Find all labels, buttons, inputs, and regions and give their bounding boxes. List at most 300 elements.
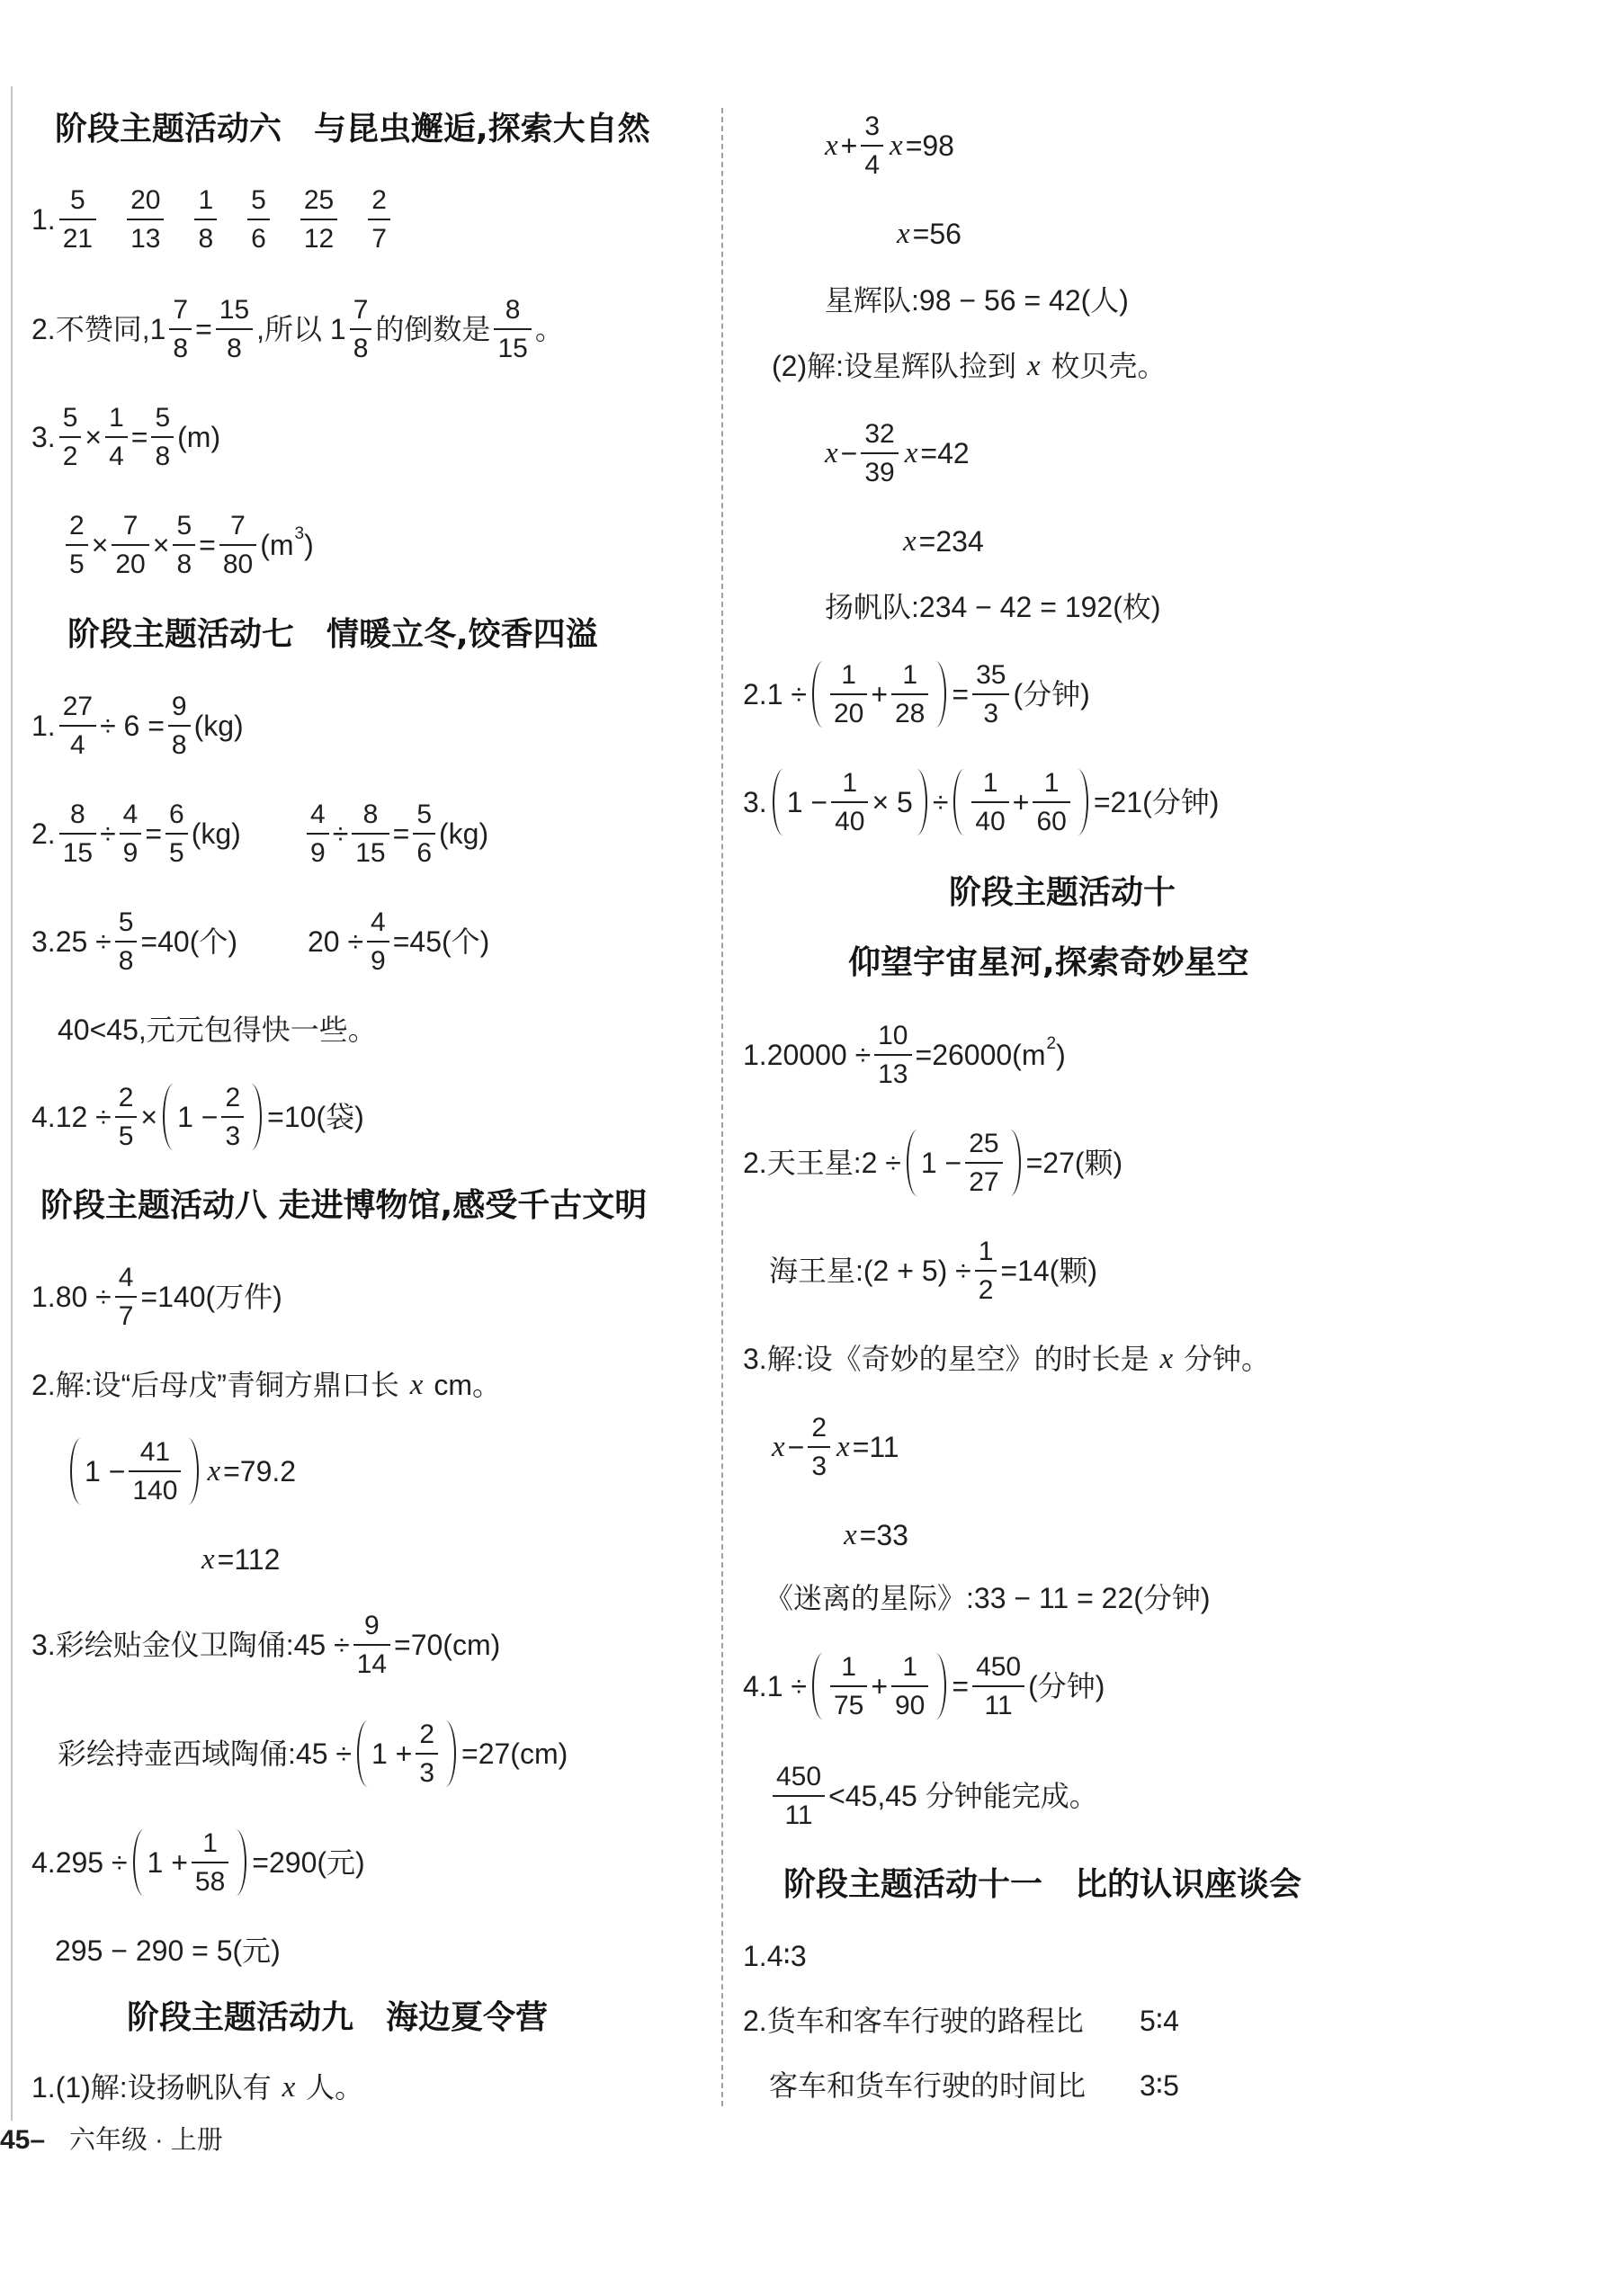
expression-text: =56 (912, 218, 961, 250)
expression-text: =11 (852, 1431, 899, 1463)
expression-text: = (145, 817, 162, 850)
expression-text: = (130, 421, 148, 453)
fraction (352, 799, 389, 870)
answer-line (769, 2050, 1086, 2122)
fraction (192, 1827, 228, 1898)
fraction-denominator: 12 (303, 223, 335, 254)
fraction-denominator: 8 (227, 333, 242, 363)
answer-line (31, 401, 220, 473)
section-heading: 阶段主题活动八 走进博物馆,感受千古文明 (40, 1187, 648, 1224)
fraction-denominator: 11 (984, 1690, 1013, 1720)
expression-text: 1. (31, 710, 56, 742)
fraction-denominator: 40 (835, 806, 865, 836)
fraction (367, 907, 389, 978)
fraction-denominator: 75 (833, 1690, 864, 1720)
expression-text: 1 + (147, 1846, 188, 1879)
expression-text: ,所以 1 (256, 313, 346, 345)
variable-x: x (844, 1519, 857, 1551)
expression-text: =45(个) (392, 925, 490, 958)
expression-text: =98 (905, 130, 954, 162)
expression-text: (分钟) (1013, 678, 1090, 710)
expression-text: (分钟) (1028, 1670, 1105, 1702)
fraction-numerator: 8 (352, 799, 389, 835)
expression-text: ÷ (332, 817, 349, 850)
answer-line (31, 1081, 364, 1153)
section-heading: 阶段主题活动七 情暖立冬,饺香四溢 (67, 616, 598, 653)
fraction-denominator: 8 (171, 729, 187, 760)
answer-line (825, 264, 1129, 336)
expression-text: = (952, 1670, 970, 1702)
expression-text: = (199, 529, 216, 561)
answer-line (822, 110, 954, 182)
variable-x: x (1026, 350, 1041, 382)
fraction-numerator: 8 (59, 799, 96, 835)
fraction-numerator: 4 (120, 799, 142, 835)
fraction (972, 659, 1009, 730)
answer-line (303, 798, 488, 870)
fraction (59, 691, 96, 762)
fraction-denominator: 21 (62, 223, 94, 254)
fraction-numerator: 9 (168, 691, 191, 727)
fraction (105, 402, 128, 473)
expression-text: 1 − (177, 1101, 219, 1133)
expression-text: 2.1 ÷ (743, 678, 807, 710)
answer-line (765, 1562, 1211, 1634)
paren-group (157, 1082, 267, 1153)
fraction-numerator: 1 (971, 767, 1008, 803)
answer-line (1140, 2050, 1179, 2122)
fraction (219, 510, 256, 581)
expression-text: =14(颗) (1000, 1255, 1098, 1287)
expression-text: (kg) (191, 817, 241, 850)
fraction-numerator: 41 (129, 1436, 181, 1472)
expression-text: 4.295 ÷ (31, 1846, 128, 1879)
fraction-numerator: 5 (115, 907, 138, 943)
variable-x: x (282, 2071, 296, 2104)
fraction (194, 184, 217, 255)
answer-line (769, 1760, 1098, 1832)
answer-line (769, 1235, 1097, 1307)
expression-text: 彩绘持壶西域陶俑:45 ÷ (58, 1738, 352, 1770)
fraction-numerator: 450 (773, 1761, 825, 1797)
fraction-numerator: 5 (59, 184, 96, 220)
fraction-numerator: 5 (59, 402, 82, 438)
variable-x: x (201, 1543, 215, 1576)
left-paren (70, 1438, 81, 1505)
expression-text: 2.不赞同,1 (31, 313, 166, 345)
right-paren (935, 661, 946, 728)
fraction-denominator: 40 (975, 806, 1006, 836)
expression-text: 。 (534, 313, 564, 345)
fraction-denominator: 9 (122, 837, 139, 868)
answer-line (1140, 1985, 1179, 2057)
paren-group (767, 767, 933, 838)
left-paren (133, 1829, 144, 1896)
fraction-numerator: 2 (368, 184, 390, 220)
fraction-denominator: 15 (355, 837, 386, 868)
answer-line (743, 1985, 1084, 2057)
answer-line (743, 1323, 1270, 1395)
expression-text: (m) (177, 421, 221, 453)
fraction-denominator: 4 (864, 149, 881, 180)
fraction-denominator: 90 (895, 1690, 926, 1720)
answer-line (31, 1261, 282, 1333)
answer-line (894, 198, 961, 270)
fraction-numerator: 7 (112, 510, 148, 546)
expression-text: ÷ (932, 786, 949, 818)
fraction-numerator: 1 (105, 402, 128, 438)
expression-text: 3.25 ÷ (31, 925, 112, 958)
fraction (115, 1082, 138, 1153)
fraction (165, 799, 188, 870)
expression-text: 扬帆队:234 − 42 = 192(枚) (825, 591, 1161, 623)
expression-text: 海王星:(2 + 5) ÷ (769, 1255, 971, 1287)
expression-text: − (787, 1431, 805, 1463)
fraction-numerator: 9 (353, 1610, 390, 1646)
section-heading: 阶段主题活动九 海边夏令营 (127, 1999, 549, 2036)
fraction (112, 510, 148, 581)
fraction-denominator: 3 (419, 1757, 435, 1788)
fraction-denominator: 13 (130, 223, 161, 254)
paren-group (65, 1436, 204, 1507)
fraction (59, 184, 96, 255)
expression-text: =33 (859, 1519, 908, 1551)
fraction-denominator: 11 (784, 1800, 813, 1830)
fraction (307, 799, 329, 870)
expression-text: × (91, 529, 109, 561)
expression-text: 3∶5 (1140, 2069, 1179, 2102)
fraction-numerator: 450 (972, 1651, 1024, 1687)
fraction-numerator: 1 (891, 659, 928, 695)
right-paren (1010, 1130, 1021, 1196)
fraction-denominator: 9 (371, 945, 386, 976)
variable-x: x (904, 437, 918, 469)
fraction-numerator: 2 (115, 1082, 138, 1118)
left-paren (773, 769, 783, 835)
fraction-denominator: 3 (811, 1451, 827, 1481)
expression-text: =27(cm) (461, 1738, 568, 1770)
fraction-denominator: 27 (969, 1166, 999, 1197)
expression-text: =26000(m (915, 1039, 1046, 1071)
fraction (830, 659, 867, 730)
answer-line (822, 417, 970, 489)
superscript: 3 (294, 524, 305, 543)
expression-text: ) (1056, 1039, 1066, 1071)
paren-group (807, 659, 952, 730)
fraction-numerator: 5 (173, 510, 195, 546)
fraction-denominator: 6 (251, 223, 266, 254)
superscript: 2 (1046, 1034, 1057, 1053)
answer-line (308, 906, 489, 978)
expression-text: 4.12 ÷ (31, 1101, 112, 1133)
fraction-numerator: 1 (194, 184, 217, 220)
expression-text: 的倒数是 (375, 313, 491, 345)
fraction (120, 799, 142, 870)
fraction (773, 1761, 825, 1832)
answer-line (62, 509, 314, 581)
expression-text: 1. (31, 203, 56, 236)
expression-text: ÷ 6 = (100, 710, 165, 742)
fraction-numerator: 27 (59, 691, 96, 727)
fraction (350, 294, 372, 365)
fraction (168, 691, 191, 762)
answer-line (743, 1019, 1066, 1091)
answer-line (58, 1718, 568, 1790)
expression-text: 4.1 ÷ (743, 1670, 807, 1702)
answer-line (31, 906, 237, 978)
fraction-denominator: 5 (169, 837, 184, 868)
expression-text: 分钟。 (1176, 1343, 1271, 1375)
expression-text: 人。 (298, 2071, 364, 2104)
paren-group (948, 767, 1093, 838)
left-paren (953, 769, 964, 835)
expression-text: cm。 (425, 1369, 502, 1401)
expression-text: 1.80 ÷ (31, 1281, 112, 1313)
fraction-denominator: 6 (416, 837, 432, 868)
answer-line (743, 658, 1090, 730)
fraction (353, 1610, 390, 1681)
expression-text: 3.解:设《奇妙的星空》的时长是 (743, 1343, 1158, 1375)
fraction-numerator: 8 (494, 294, 531, 330)
fraction-numerator: 32 (861, 418, 898, 454)
fraction-numerator: 3 (861, 111, 883, 147)
fraction (972, 1651, 1024, 1722)
fraction (831, 767, 868, 838)
paren-group (128, 1827, 253, 1898)
variable-x: x (772, 1431, 785, 1463)
variable-x: x (836, 1431, 850, 1463)
expression-text: 1 − (85, 1455, 126, 1487)
answer-line (743, 766, 1219, 838)
fraction (416, 1719, 438, 1790)
right-paren (188, 1438, 199, 1505)
expression-text: 1 − (920, 1147, 962, 1179)
answer-line (769, 1411, 899, 1483)
expression-text: 2. (31, 817, 56, 850)
right-paren (251, 1084, 262, 1150)
fraction-denominator: 8 (353, 333, 369, 363)
expression-text: 3. (31, 421, 56, 453)
expression-text: (kg) (193, 710, 244, 742)
answer-line (743, 1127, 1122, 1199)
expression-text: = (195, 313, 212, 345)
answer-line (31, 690, 244, 762)
fraction (975, 1236, 997, 1307)
fraction-denominator: 8 (155, 441, 171, 471)
fraction (66, 510, 88, 581)
fraction-numerator: 5 (151, 402, 174, 438)
fraction (891, 1651, 928, 1722)
variable-x: x (825, 437, 838, 469)
fraction-numerator: 4 (115, 1262, 138, 1298)
paren-group (901, 1128, 1026, 1199)
variable-x: x (1159, 1343, 1174, 1375)
expression-text: 客车和货车行驶的时间比 (769, 2069, 1087, 2102)
page-number: 45– (0, 2125, 46, 2155)
fraction-denominator: 7 (118, 1300, 134, 1331)
answer-line (743, 1920, 807, 1992)
variable-x: x (890, 130, 903, 162)
fraction-denominator: 3 (983, 698, 999, 728)
fraction (830, 1651, 867, 1722)
expression-text: 2.天王星:2 ÷ (743, 1147, 901, 1179)
fraction-numerator: 7 (219, 510, 256, 546)
left-paren (163, 1084, 174, 1150)
expression-text: =79.2 (223, 1455, 297, 1487)
expression-text: =70(cm) (394, 1629, 501, 1661)
expression-text: + (871, 1670, 888, 1702)
answer-line (31, 798, 241, 870)
fraction (129, 1436, 181, 1507)
fraction-numerator: 10 (874, 1020, 911, 1056)
answer-line (825, 571, 1161, 643)
fraction-numerator: 6 (165, 799, 188, 835)
expression-text: + (1012, 786, 1030, 818)
fraction (173, 510, 195, 581)
expression-text: = (392, 817, 410, 850)
fraction-denominator: 8 (173, 333, 189, 363)
fraction-denominator: 4 (109, 441, 124, 471)
answer-line (900, 505, 984, 577)
variable-x: x (903, 525, 917, 558)
expression-text: 295 − 290 = 5(元) (55, 1934, 281, 1967)
answer-line (55, 1915, 281, 1987)
expression-text: ÷ (100, 817, 116, 850)
book-label: 六年级 · 上册 (69, 2126, 223, 2155)
left-paren (907, 1130, 917, 1196)
variable-x: x (409, 1369, 424, 1401)
fraction (127, 184, 164, 255)
fraction-numerator: 5 (247, 184, 270, 220)
expression-text: =10(袋) (267, 1101, 364, 1133)
answer-line (65, 1435, 296, 1507)
fraction-denominator: 60 (1036, 806, 1067, 836)
fraction-numerator: 20 (127, 184, 164, 220)
fraction (151, 402, 174, 473)
expression-text: × (85, 421, 103, 453)
fraction-numerator: 4 (367, 907, 389, 943)
fraction-denominator: 7 (371, 223, 387, 254)
right-paren (935, 1653, 946, 1720)
expression-text: =290(元) (252, 1846, 365, 1879)
section-heading: 阶段主题活动十一 比的认识座谈会 (783, 1866, 1302, 1903)
fraction-numerator: 2 (66, 510, 88, 546)
fraction-denominator: 8 (118, 945, 134, 976)
expression-text: 枚贝壳。 (1042, 350, 1167, 382)
expression-text: 5∶4 (1140, 2005, 1179, 2037)
answer-line (743, 1650, 1105, 1722)
fraction-denominator: 28 (895, 698, 926, 728)
expression-text: 《迷离的星际》:33 − 11 = 22(分钟) (765, 1582, 1211, 1614)
expression-text: × (140, 1101, 158, 1133)
fraction-numerator: 25 (300, 184, 337, 220)
fraction (169, 294, 192, 365)
expression-text: × 5 (872, 786, 913, 818)
expression-text: =27(颗) (1025, 1147, 1123, 1179)
fraction-denominator: 5 (118, 1121, 134, 1151)
fraction-numerator: 1 (1033, 767, 1069, 803)
expression-text: 20 ÷ (308, 925, 364, 958)
fraction-denominator: 9 (310, 837, 326, 868)
expression-text: =40(个) (140, 925, 238, 958)
fraction (413, 799, 435, 870)
fraction-numerator: 5 (413, 799, 435, 835)
answer-line (199, 1523, 280, 1595)
expression-text: + (840, 130, 858, 162)
fraction-denominator: 4 (70, 729, 85, 760)
fraction-numerator: 7 (350, 294, 372, 330)
left-paren (812, 661, 823, 728)
fraction-denominator: 15 (497, 333, 528, 363)
fraction-denominator: 2 (62, 441, 78, 471)
expression-text: 3.彩绘贴金仪卫陶俑:45 ÷ (31, 1629, 350, 1661)
expression-text: 3. (743, 786, 767, 818)
expression-text: 1 + (371, 1738, 413, 1770)
expression-text: =42 (920, 437, 970, 469)
fraction-numerator: 1 (831, 767, 868, 803)
expression-text: 1.4∶3 (743, 1940, 807, 1972)
answer-line (31, 1609, 500, 1681)
page-edge-line (11, 86, 13, 2121)
fraction-denominator: 3 (225, 1121, 241, 1151)
fraction-denominator: 15 (62, 837, 94, 868)
column-divider (721, 108, 723, 2106)
expression-text: 2.解:设“后母戊”青铜方鼎口长 (31, 1369, 407, 1401)
expression-text: × (152, 529, 170, 561)
right-paren (445, 1720, 456, 1787)
fraction-denominator: 58 (194, 1866, 226, 1897)
fraction (59, 799, 96, 870)
fraction-numerator: 35 (972, 659, 1009, 695)
paren-group (352, 1719, 461, 1790)
answer-line (841, 1499, 908, 1571)
expression-text: − (840, 437, 858, 469)
answer-line (31, 293, 564, 365)
fraction-numerator: 2 (221, 1082, 244, 1118)
fraction-denominator: 20 (115, 549, 146, 579)
fraction-numerator: 7 (169, 294, 192, 330)
fraction-numerator: 1 (830, 659, 867, 695)
fraction-denominator: 8 (198, 223, 214, 254)
fraction (368, 184, 390, 255)
fraction-denominator: 2 (978, 1274, 994, 1305)
fraction-numerator: 1 (975, 1236, 997, 1272)
expression-text: + (871, 678, 888, 710)
fraction-denominator: 13 (878, 1059, 908, 1089)
fraction-numerator: 1 (192, 1827, 228, 1863)
fraction (300, 184, 337, 255)
fraction (216, 294, 253, 365)
answer-line (31, 2051, 363, 2123)
answer-line (31, 183, 417, 255)
fraction (1033, 767, 1069, 838)
variable-x: x (207, 1455, 221, 1487)
fraction (247, 184, 270, 255)
expression-text: 1.(1)解:设扬帆队有 (31, 2071, 280, 2104)
expression-text: ) (304, 529, 314, 561)
fraction-denominator: 8 (176, 549, 192, 579)
fraction-numerator: 15 (216, 294, 253, 330)
expression-text: (2)解:设星辉队捡到 (772, 350, 1024, 382)
fraction (861, 111, 883, 182)
expression-text: (kg) (439, 817, 489, 850)
expression-text: 1 − (786, 786, 828, 818)
answer-line (31, 1349, 501, 1421)
fraction (221, 1082, 244, 1153)
variable-x: x (897, 218, 910, 250)
fraction-numerator: 4 (307, 799, 329, 835)
expression-text: = (952, 678, 970, 710)
